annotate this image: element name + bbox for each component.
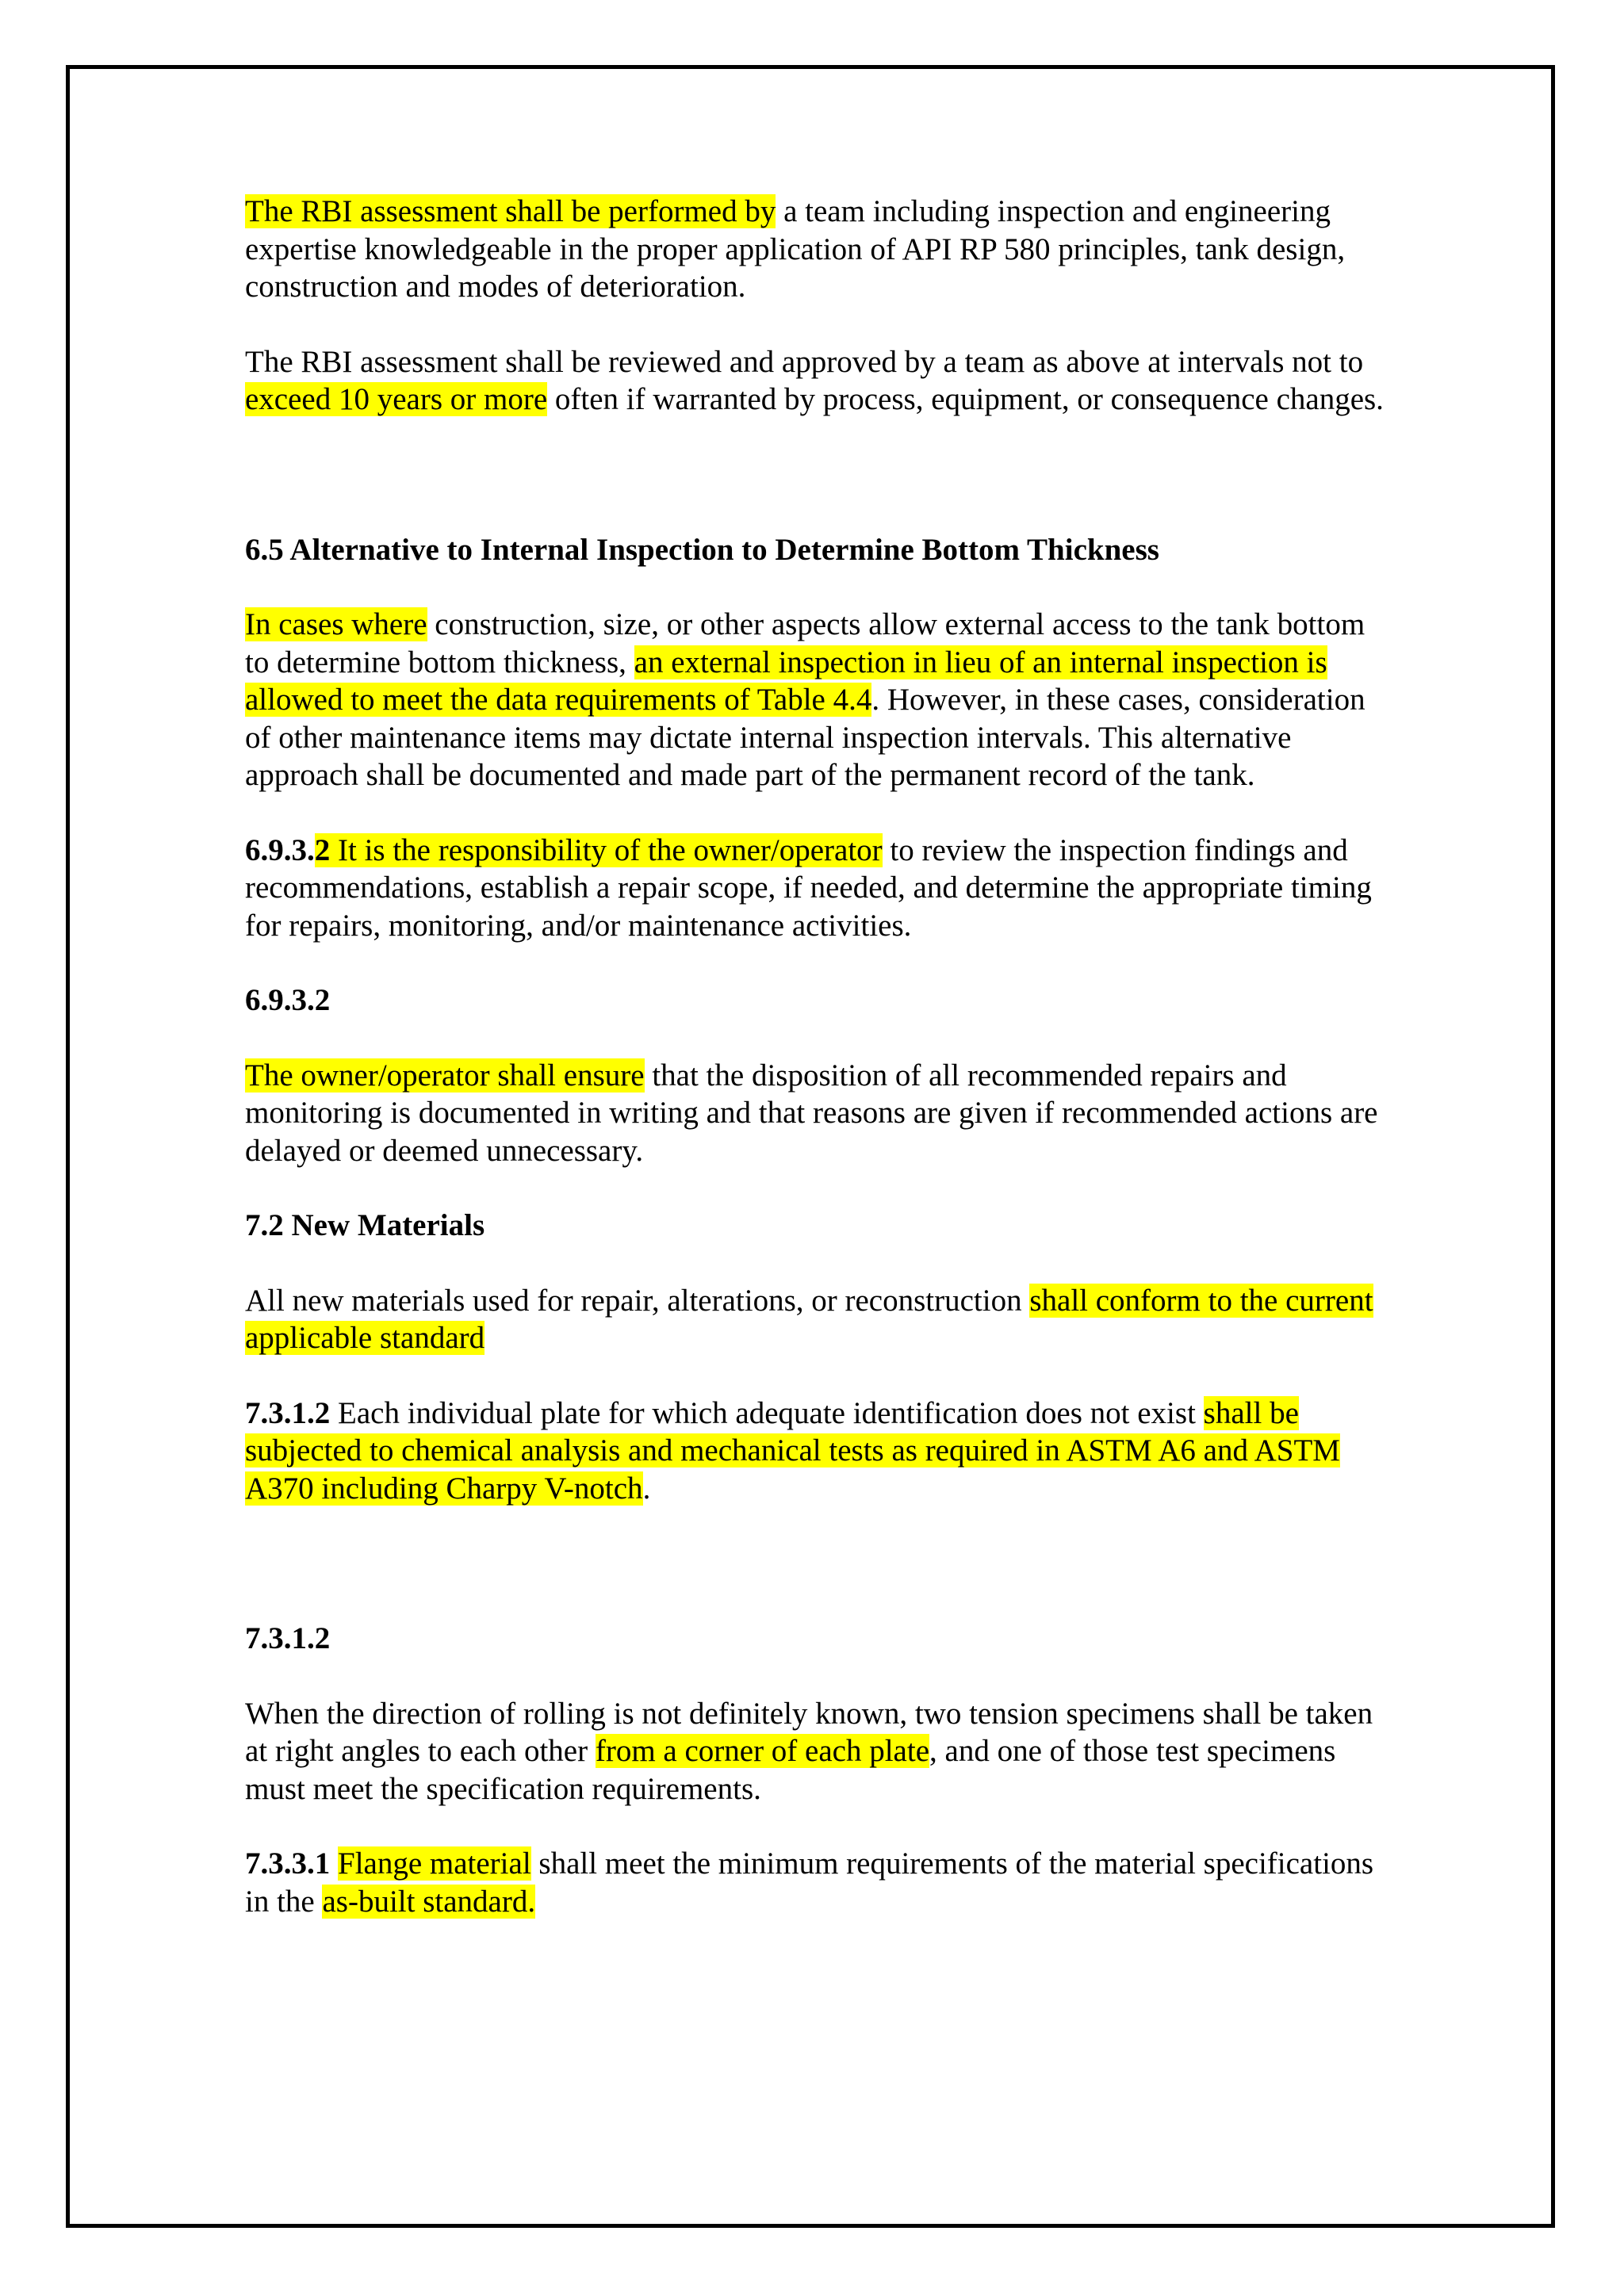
paragraph-text: .	[642, 1471, 651, 1506]
clause-number: 6.9.3.	[245, 832, 315, 867]
section-heading-7-2	[245, 1207, 1395, 1245]
heading-text: 6.9.3.2	[245, 983, 331, 1017]
paragraph-text	[330, 1846, 338, 1881]
highlight: It is the responsibility of the owner/operator	[330, 832, 883, 867]
highlight: shall be subjected to chemical analysis and mechanical tests as required in ASTM A6 and ASTM A370 including Charpy V-notch	[245, 1395, 1340, 1506]
heading-text: 7.3.1.2	[245, 1621, 331, 1655]
paragraph-external-inspection	[245, 606, 1395, 794]
section-heading-6-5	[245, 531, 1395, 569]
paragraph-text: , and one of those test specimens must meet the specification requirements.	[245, 1734, 1336, 1806]
paragraph-text: often if warranted by process, equipment, or consequence changes.	[547, 382, 1384, 416]
paragraph-text: When the direction of rolling is not definitely known, two tension specimens shall be taken at right angles to each other	[245, 1696, 1373, 1768]
paragraph-flange-material	[245, 1845, 1395, 1920]
clause-number: 7.3.3.1	[245, 1846, 331, 1881]
clause-number: 7.3.1.2	[245, 1395, 331, 1430]
paragraph-text: construction, size, or other aspects allow external access to the tank bottom to determine bottom thickness,	[245, 607, 1365, 679]
paragraph-owner-responsibility	[245, 832, 1395, 945]
paragraph-rbi-performed	[245, 193, 1395, 306]
paragraph-plate-identification	[245, 1395, 1395, 1508]
paragraph-text: . However, in these cases, consideration of other maintenance items may dictate internal inspection intervals. This alternative approach shall be documented and made part of the permanent record of the tank.	[245, 683, 1365, 792]
highlight: from a corner of each plate	[595, 1734, 930, 1768]
section-heading-6-9-3-2	[245, 982, 1395, 1020]
highlight: In cases where	[245, 607, 427, 641]
paragraph-owner-ensure	[245, 1057, 1395, 1170]
highlight: an external inspection in lieu of an internal inspection is allowed to meet the data requirements of Table 4.4	[245, 645, 1327, 717]
section-heading-7-3-1-2	[245, 1620, 1395, 1658]
paragraph-text: The RBI assessment shall be reviewed and approved by a team as above at intervals not to	[245, 344, 1364, 379]
highlight: shall conform to the current applicable standard	[245, 1283, 1373, 1355]
document-body	[245, 193, 1395, 1920]
paragraph-rbi-reviewed	[245, 343, 1395, 419]
paragraph-text: a team including inspection and engineering expertise knowledgeable in the proper application of API RP 580 principles, tank design, construction and modes of deterioration.	[245, 194, 1346, 304]
heading-text: 6.5 Alternative to Internal Inspection to Determine Bottom Thickness	[245, 532, 1159, 567]
highlight: The RBI assessment shall be performed by	[245, 194, 776, 228]
paragraph-new-materials	[245, 1282, 1395, 1357]
paragraph-text: to review the inspection findings and recommendations, establish a repair scope, if needed, and determine the appropriate timing for repairs, monitoring, and/or maintenance activities.	[245, 832, 1372, 943]
highlight: The owner/operator shall ensure	[245, 1058, 645, 1093]
highlight: Flange material	[338, 1846, 531, 1881]
highlight: exceed 10 years or more	[245, 382, 548, 416]
paragraph-rolling-direction	[245, 1695, 1395, 1808]
paragraph-text: Each individual plate for which adequate identification does not exist	[330, 1395, 1204, 1430]
paragraph-text: shall meet the minimum requirements of the material specifications in the	[245, 1846, 1374, 1919]
paragraph-text: All new materials used for repair, alterations, or reconstruction	[245, 1283, 1030, 1318]
highlight: 2	[314, 832, 331, 867]
highlight: as-built standard.	[322, 1884, 536, 1919]
heading-text: 7.2 New Materials	[245, 1208, 485, 1242]
paragraph-text: that the disposition of all recommended repairs and monitoring is documented in writing and that reasons are given if recommended actions are delayed or deemed unnecessary.	[245, 1058, 1378, 1168]
